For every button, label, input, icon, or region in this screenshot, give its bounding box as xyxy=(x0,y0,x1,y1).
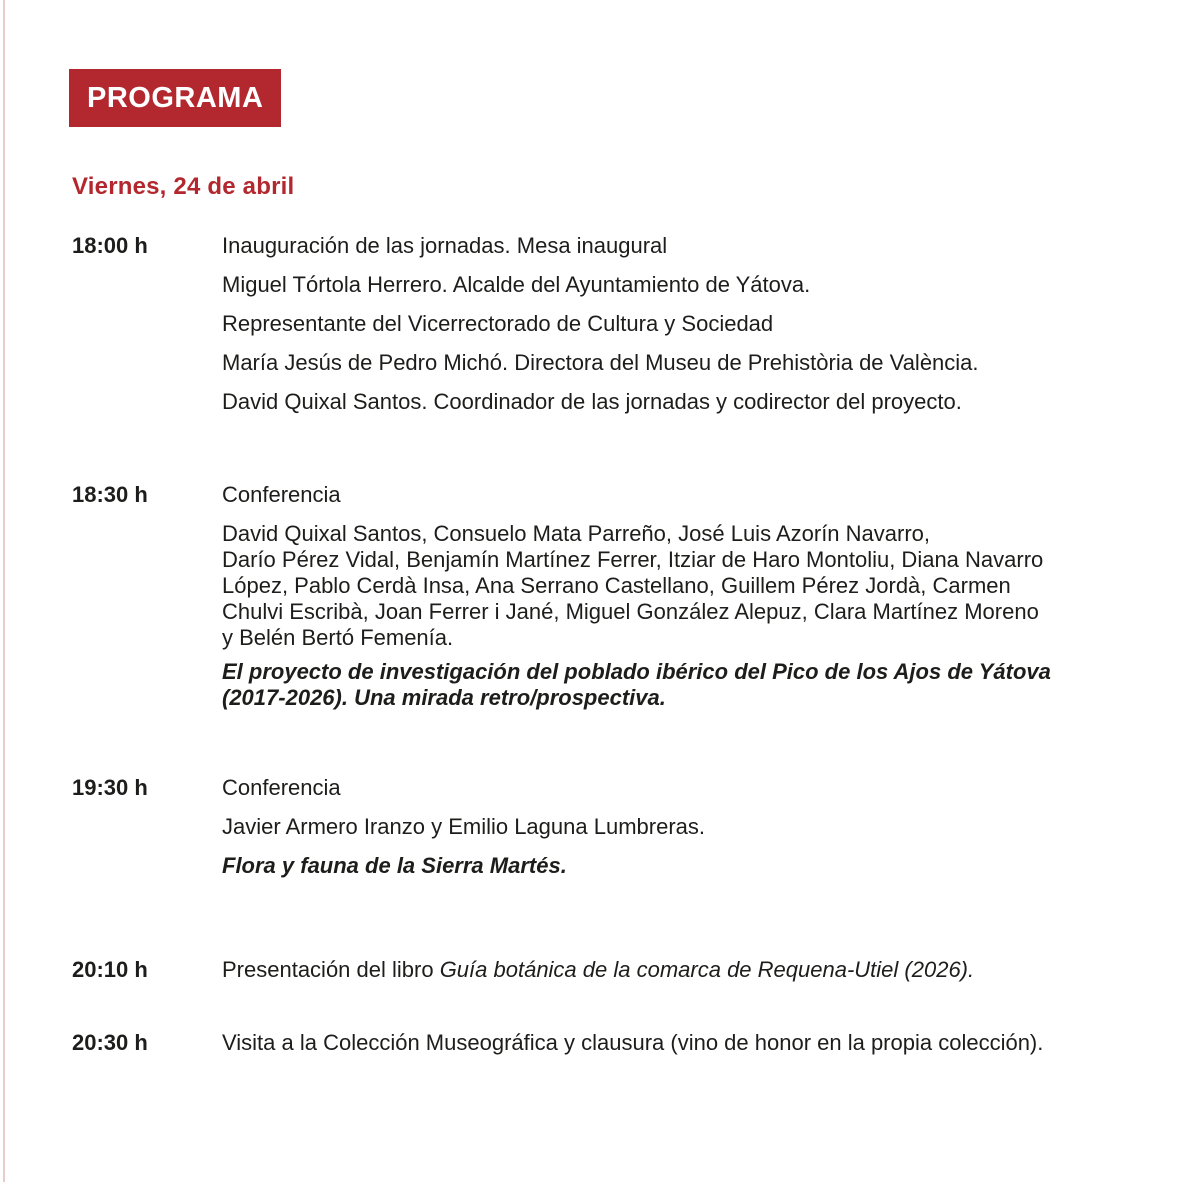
event-text-segment: Conferencia xyxy=(222,775,341,800)
event-text-line xyxy=(222,482,1068,507)
event-text-line xyxy=(222,775,1068,800)
event-text-segment: Conferencia xyxy=(222,482,341,507)
event-text-line xyxy=(222,311,1068,336)
event-text-segment: Javier Armero Iranzo y Emilio Laguna Lumbreras. xyxy=(222,814,705,839)
schedule-event xyxy=(72,482,1122,711)
event-text-segment: El proyecto de investigación del poblado ibérico del Pico de los Ajos de Yátova xyxy=(222,659,1051,684)
event-content xyxy=(222,1030,1068,1069)
event-text-line xyxy=(222,957,1068,982)
event-text-segment: Flora y fauna de la Sierra Martés. xyxy=(222,853,567,878)
event-text-line xyxy=(222,625,1068,651)
event-text-segment: Miguel Tórtola Herrero. Alcalde del Ayuntamiento de Yátova. xyxy=(222,272,811,297)
schedule-event xyxy=(72,233,1122,428)
event-text-segment: López, Pablo Cerdà Insa, Ana Serrano Castellano, Guillem Pérez Jordà, Carmen xyxy=(222,573,1011,598)
event-text-segment: David Quixal Santos, Consuelo Mata Parreño, José Luis Azorín Navarro, xyxy=(222,521,931,546)
event-text-line xyxy=(222,685,1068,711)
event-content xyxy=(222,482,1068,711)
program-badge xyxy=(69,69,281,127)
event-text-line xyxy=(222,547,1068,573)
event-text-line xyxy=(222,389,1068,414)
event-text-segment: David Quixal Santos. Coordinador de las jornadas y codirector del proyecto. xyxy=(222,389,962,414)
event-text-segment: (2017-2026). Una mirada retro/prospectiva. xyxy=(222,685,666,710)
event-text-segment: Visita a la Colección Museográfica y clausura (vino de honor en la propia colección). xyxy=(222,1030,1044,1055)
date-heading: Viernes, 24 de abril xyxy=(72,173,295,200)
event-time: 18:00 h xyxy=(72,233,148,258)
event-text-segment: y Belén Bertó Femenía. xyxy=(222,625,454,650)
event-text-line xyxy=(222,659,1068,685)
event-text-line xyxy=(222,599,1068,625)
schedule-list xyxy=(72,233,1122,1069)
event-time: 20:10 h xyxy=(72,957,148,982)
event-time: 18:30 h xyxy=(72,482,148,507)
event-text-segment: Presentación del libro xyxy=(222,957,440,982)
event-text-line xyxy=(222,233,1068,258)
event-time: 19:30 h xyxy=(72,775,148,800)
event-text-segment: Darío Pérez Vidal, Benjamín Martínez Ferrer, Itziar de Haro Montoliu, Diana Navarro xyxy=(222,547,1044,572)
schedule-event xyxy=(72,1030,1122,1069)
schedule-event xyxy=(72,957,1122,996)
event-text-segment: Guía botánica de la comarca de Requena-Utiel (2026). xyxy=(439,957,975,982)
event-content xyxy=(222,775,1068,892)
program-badge-label: PROGRAMA xyxy=(87,82,264,114)
event-text-segment: Chulvi Escribà, Joan Ferrer i Jané, Miguel González Alepuz, Clara Martínez Moreno xyxy=(222,599,1039,624)
event-text-line xyxy=(222,814,1068,839)
event-text-segment: María Jesús de Pedro Michó. Directora del Museu de Prehistòria de València. xyxy=(222,350,979,375)
event-content xyxy=(222,233,1068,428)
event-text-segment: Inauguración de las jornadas. Mesa inaugural xyxy=(222,233,668,258)
event-text-line xyxy=(222,573,1068,599)
event-text-line xyxy=(222,853,1068,878)
event-text-line xyxy=(222,350,1068,375)
event-text-segment: Representante del Vicerrectorado de Cultura y Sociedad xyxy=(222,311,774,336)
event-time: 20:30 h xyxy=(72,1030,148,1055)
event-text-line xyxy=(222,521,1068,547)
event-text-line xyxy=(222,1030,1068,1055)
left-edge-accent-line xyxy=(3,0,5,1182)
schedule-event xyxy=(72,775,1122,892)
event-content xyxy=(222,957,1068,996)
event-text-line xyxy=(222,272,1068,297)
